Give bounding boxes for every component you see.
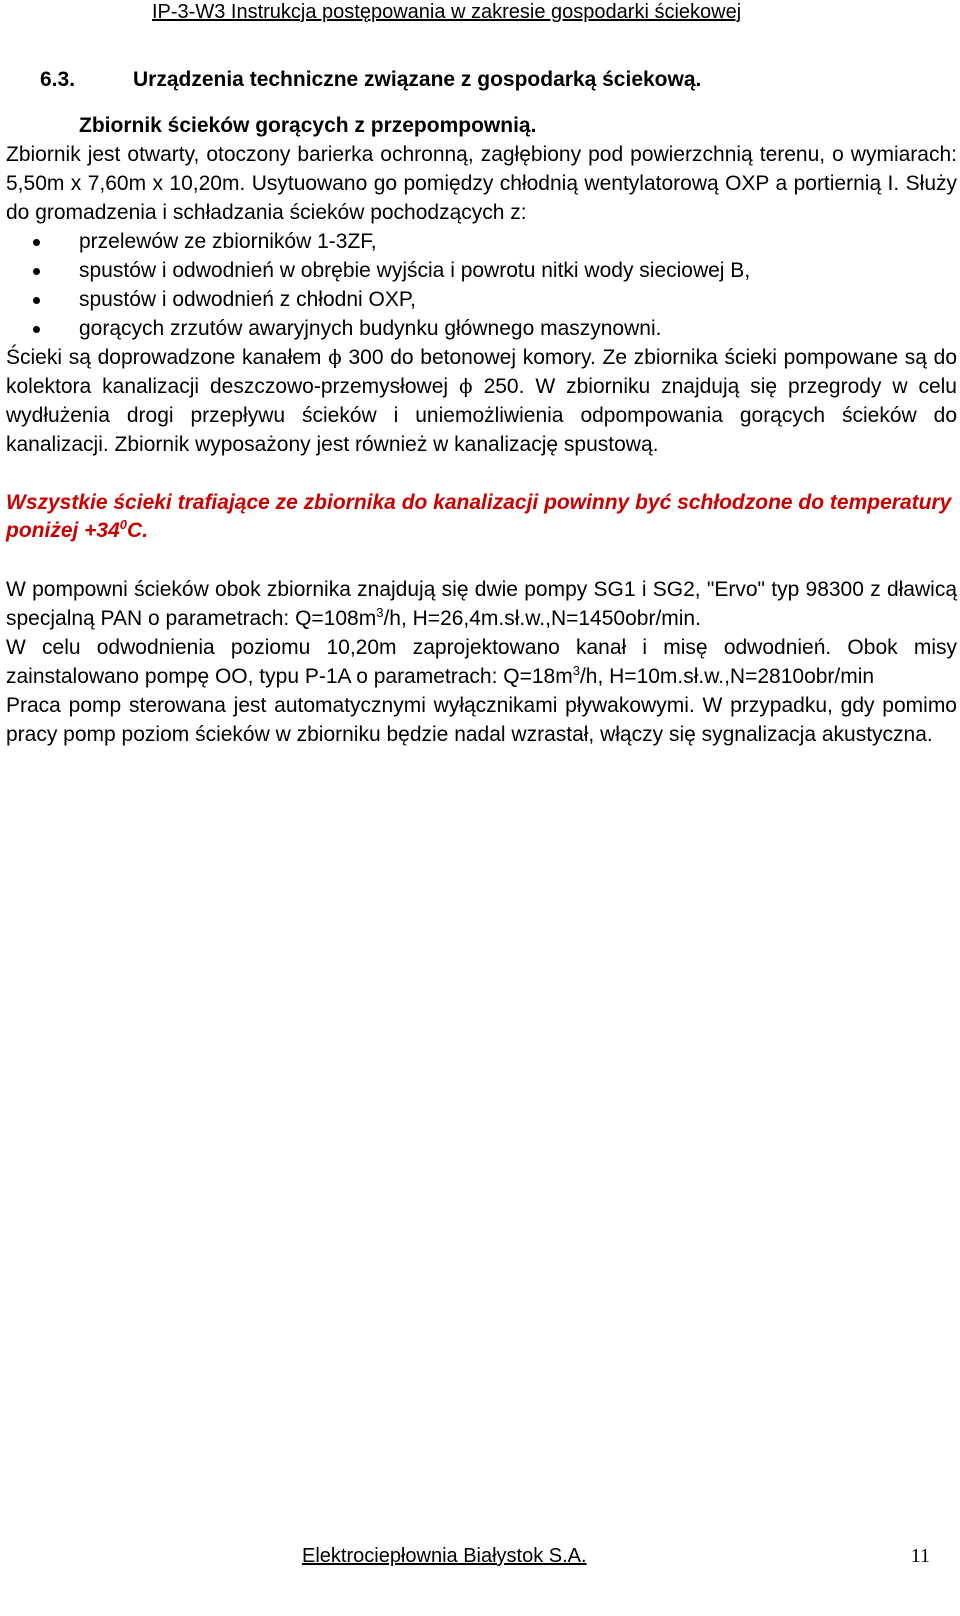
warning-superscript: 0 xyxy=(119,517,128,532)
section-title: Urządzenia techniczne związane z gospodarką ściekową. xyxy=(133,68,702,91)
list-item xyxy=(6,227,957,256)
footer-organization: Elektrociepłownia Białystok S.A. xyxy=(302,1545,587,1567)
section-heading xyxy=(40,66,957,94)
diameter-symbol: ϕ xyxy=(328,345,342,369)
tank-intro-paragraph: Zbiornik jest otwarty, otoczony barierka ochronną, zagłębiony pod powierzchnią terenu, o wymiarach: 5,50m x 7,60m x 10,20m. Usytuowano go pomiędzy chłodnią wentylatorową OXP a portiernią I. Służy do gromadzenia i schładzania ścieków pochodzących z: xyxy=(6,143,957,224)
bullet-icon xyxy=(33,239,40,246)
warning-text: Wszystkie ścieki trafiające ze zbiornika do kanalizacji powinny być schłodzone do temperatury poniżej +34 xyxy=(6,491,952,542)
control-paragraph: Praca pomp sterowana jest automatycznymi wyłącznikami pływakowymi. W przypadku, gdy pomimo pracy pomp poziom ścieków w zbiorniku będzie nadal wzrastał, włączy się sygnalizacja akustyczna. xyxy=(6,694,957,746)
inflow-paragraph xyxy=(6,343,957,459)
drainage-text-end: /h, H=10m.sł.w.,N=2810obr/min xyxy=(579,665,875,688)
page-header: IP-3-W3 Instrukcja postępowania w zakresie gospodarki ściekowej xyxy=(152,1,742,23)
inflow-text-3: 250. W zbiorniku znajdują się przegrody w celu wydłużenia drogi przepływu ścieków i uniemożliwienia odpompowania gorących ścieków do kanalizacji. Zbiornik wyposażony jest również w kanalizację spustową. xyxy=(6,375,957,456)
bullet-icon xyxy=(33,268,40,275)
pumps-superscript: 3 xyxy=(376,605,384,620)
list-item-text: gorących zrzutów awaryjnych budynku głównego maszynowni. xyxy=(79,317,662,340)
list-item xyxy=(6,285,957,314)
inflow-text-2: 300 do betonowej komory. Ze zbiornika ścieki pompowane są do kolektora kanalizacji deszczowo-przemysłowej xyxy=(6,346,957,398)
page-number: 11 xyxy=(910,1545,930,1567)
temperature-warning xyxy=(6,489,957,545)
document-body xyxy=(6,66,957,749)
drainage-paragraph xyxy=(6,633,957,691)
bullet-icon xyxy=(33,326,40,333)
drainage-superscript: 3 xyxy=(572,663,580,678)
pumps-paragraph xyxy=(6,575,957,633)
diameter-symbol: ϕ xyxy=(458,374,473,398)
list-item xyxy=(6,314,957,343)
list-item xyxy=(6,256,957,285)
drainage-text: W celu odwodnienia poziomu 10,20m zaprojektowano kanał i misę odwodnień. Obok misy zainstalowano pompę OO, typu P-1A o parametrach: Q=18m xyxy=(6,636,957,688)
section-number: 6.3. xyxy=(40,68,76,91)
list-item-text: spustów i odwodnień w obrębie wyjścia i powrotu nitki wody sieciowej B, xyxy=(79,259,751,282)
warning-text-end: C. xyxy=(127,519,149,542)
bullet-icon xyxy=(33,297,40,304)
list-item-text: spustów i odwodnień z chłodni OXP, xyxy=(79,288,416,311)
sources-list xyxy=(6,227,957,343)
inflow-text-1: Ścieki są doprowadzone kanałem xyxy=(6,346,322,369)
pumps-text-end: /h, H=26,4m.sł.w.,N=1450obr/min. xyxy=(383,607,701,630)
pumps-text: W pompowni ścieków obok zbiornika znajdują się dwie pompy SG1 i SG2, "Ervo" typ 98300 z dławicą specjalną PAN o parametrach: Q=108m xyxy=(6,578,957,630)
list-item-text: przelewów ze zbiorników 1-3ZF, xyxy=(79,230,377,253)
spacer xyxy=(6,545,957,575)
tank-heading: Zbiornik ścieków gorących z przepompownią. xyxy=(79,114,537,137)
